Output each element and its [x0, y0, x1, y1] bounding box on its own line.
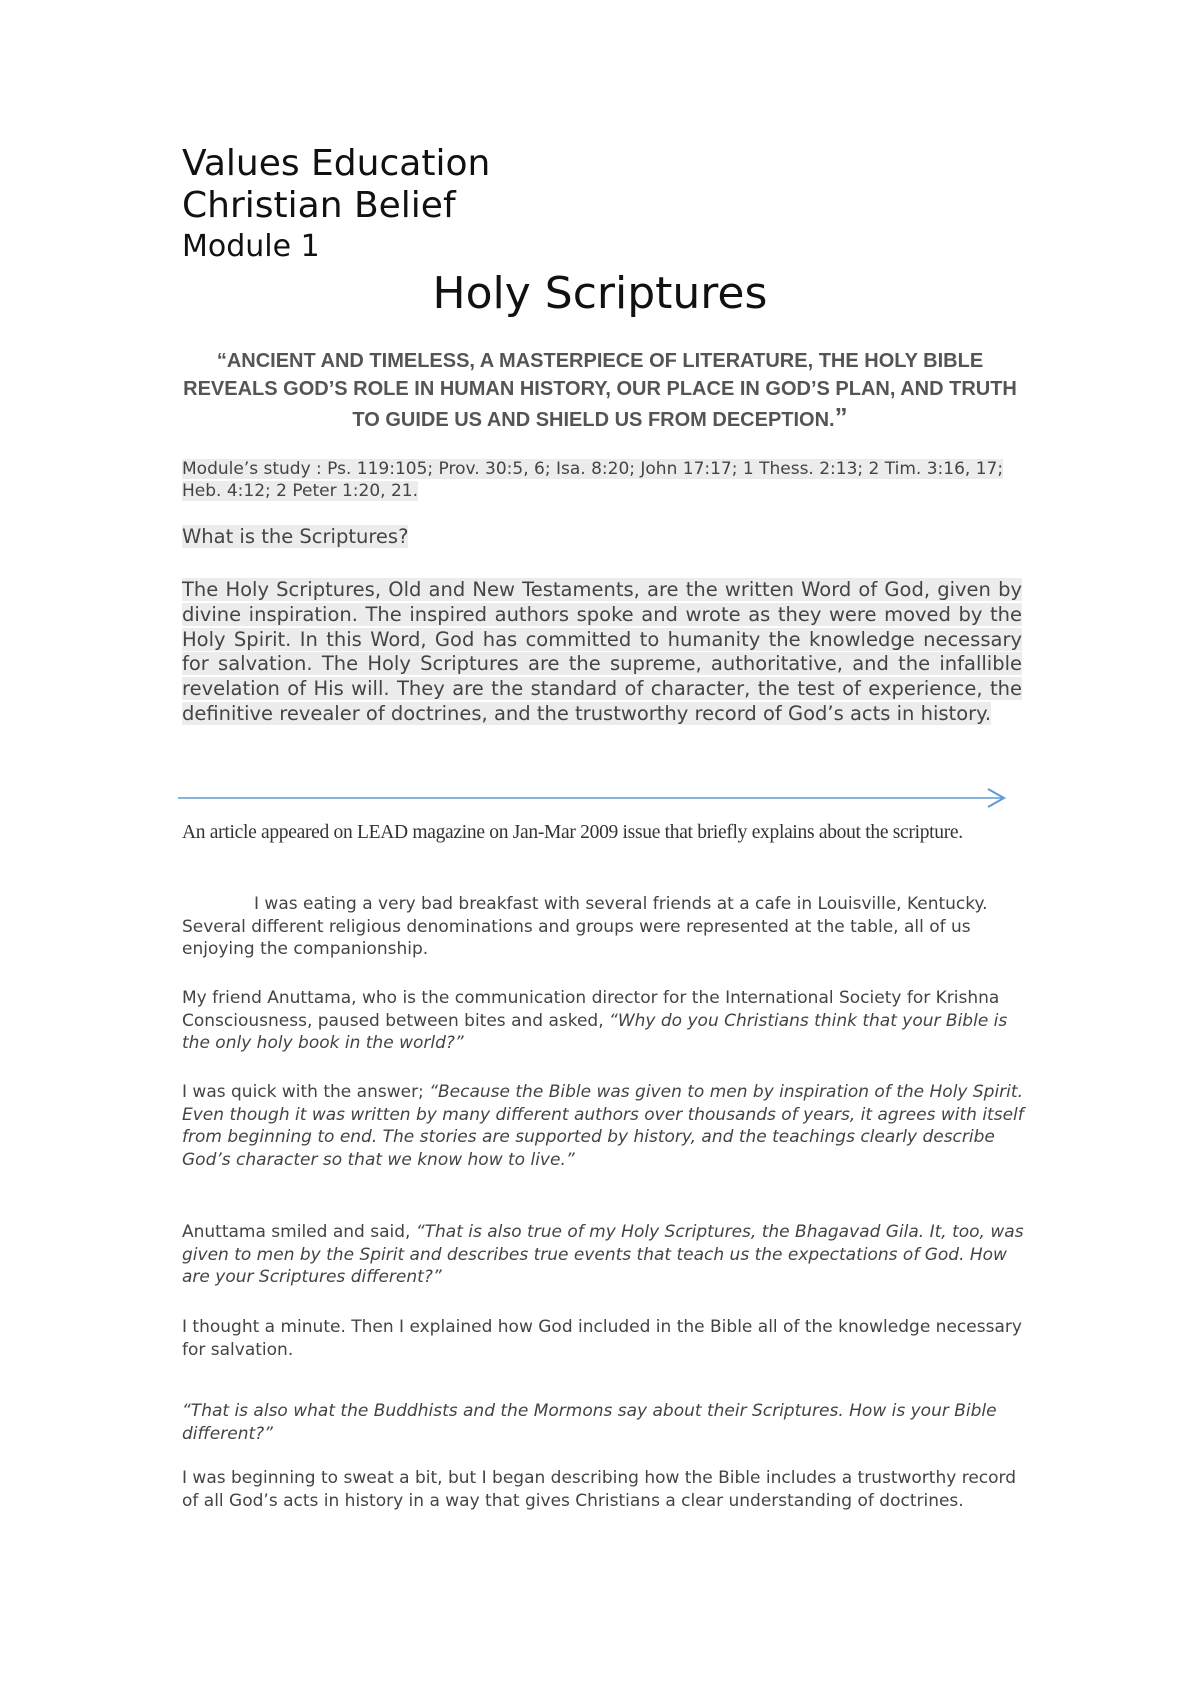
- definition-paragraph: [182, 578, 1022, 727]
- page-title: Holy Scriptures: [432, 268, 768, 319]
- arrow-divider: [176, 784, 1016, 810]
- article-paragraph: I thought a minute. Then I explained how God included in the Bible all of the knowledge necessary for salvation.: [182, 1317, 1022, 1360]
- paragraph-quote: “That is also what the Buddhists and the Mormons say about their Scriptures. How is your Bible different?”: [182, 1401, 997, 1444]
- header-line-1: Values Education: [182, 143, 491, 184]
- article-paragraph: [182, 1081, 1032, 1171]
- paragraph-quote: “That is also true of my Holy Scriptures, the Bhagavad Gila. It, too, was given to men by the Spirit and describes true events that teach us the expectations of God. How are your Scriptures different?”: [182, 1222, 1024, 1287]
- quote-text: ANCIENT AND TIMELESS, A MASTERPIECE OF LITERATURE, THE HOLY BIBLE REVEALS GOD’S ROLE IN HUMAN HISTORY, OUR PLACE IN GOD’S PLAN, AND TRUTH TO GUIDE US AND SHIELD US FROM DECEPTION.: [183, 350, 1017, 431]
- article-paragraph: [182, 1400, 1032, 1445]
- quote-close-mark: ”: [834, 402, 848, 432]
- article-paragraph: [182, 987, 1032, 1055]
- section-question: [182, 524, 408, 550]
- definition-text: The Holy Scriptures, Old and New Testaments, are the written Word of God, given by divine inspiration. The inspired authors spoke and wrote as they were moved by the Holy Spirit. In this Word, God has committed to humanity the knowledge necessary for salvation. The Holy Scriptures are the supreme, authoritative, and the infallible revelation of His will. They are the standard of character, the test of experience, the definitive revealer of doctrines, and the trustworthy record of God’s acts in history.: [182, 578, 1022, 725]
- paragraph-quote: “Because the Bible was given to men by inspiration of the Holy Spirit. Even though it was written by many different authors over thousands of years, it agrees with itself from beginning to end. The stories are supported by history, and the teachings clearly describe God’s character so that we know how to live.”: [182, 1082, 1024, 1170]
- question-text: What is the Scriptures?: [182, 525, 409, 548]
- article-paragraph: I was beginning to sweat a bit, but I began describing how the Bible includes a trustworthy record of all God’s acts in history in a way that gives Christians a clear understanding of doctrines.: [182, 1468, 1017, 1511]
- header-line-3: Module 1: [182, 229, 320, 264]
- paragraph-text: I was quick with the answer;: [182, 1082, 430, 1102]
- article-paragraph: [182, 1221, 1032, 1289]
- paragraph-quote: “Why do you Christians think that your Bible is the only holy book in the world?”: [182, 1010, 1008, 1053]
- article-intro: An article appeared on LEAD magazine on Jan-Mar 2009 issue that briefly explains about the scripture.: [182, 822, 963, 843]
- module-study-references: [182, 458, 1022, 502]
- paragraph-text: I was eating a very bad breakfast with several friends at a cafe in Louisville, Kentucky. Several different religious denominations and groups were represented at the table, all of us enjoying the companionship.: [182, 894, 988, 959]
- quote-open-mark: “: [216, 350, 227, 372]
- study-text: Module’s study : Ps. 119:105; Prov. 30:5, 6; Isa. 8:20; John 17:17; 1 Thess. 2:13; 2 Tim. 3:16, 17; Heb. 4:12; 2 Peter 1:20, 21.: [182, 459, 1004, 501]
- intro-quote: [182, 347, 1018, 434]
- article-paragraph: [182, 893, 1032, 961]
- paragraph-text: My friend Anuttama, who is the communication director for the International Society for Krishna Consciousness, paused between bites and asked,: [182, 988, 1000, 1031]
- paragraph-text: Anuttama smiled and said,: [182, 1222, 416, 1242]
- header-line-2: Christian Belief: [182, 185, 456, 226]
